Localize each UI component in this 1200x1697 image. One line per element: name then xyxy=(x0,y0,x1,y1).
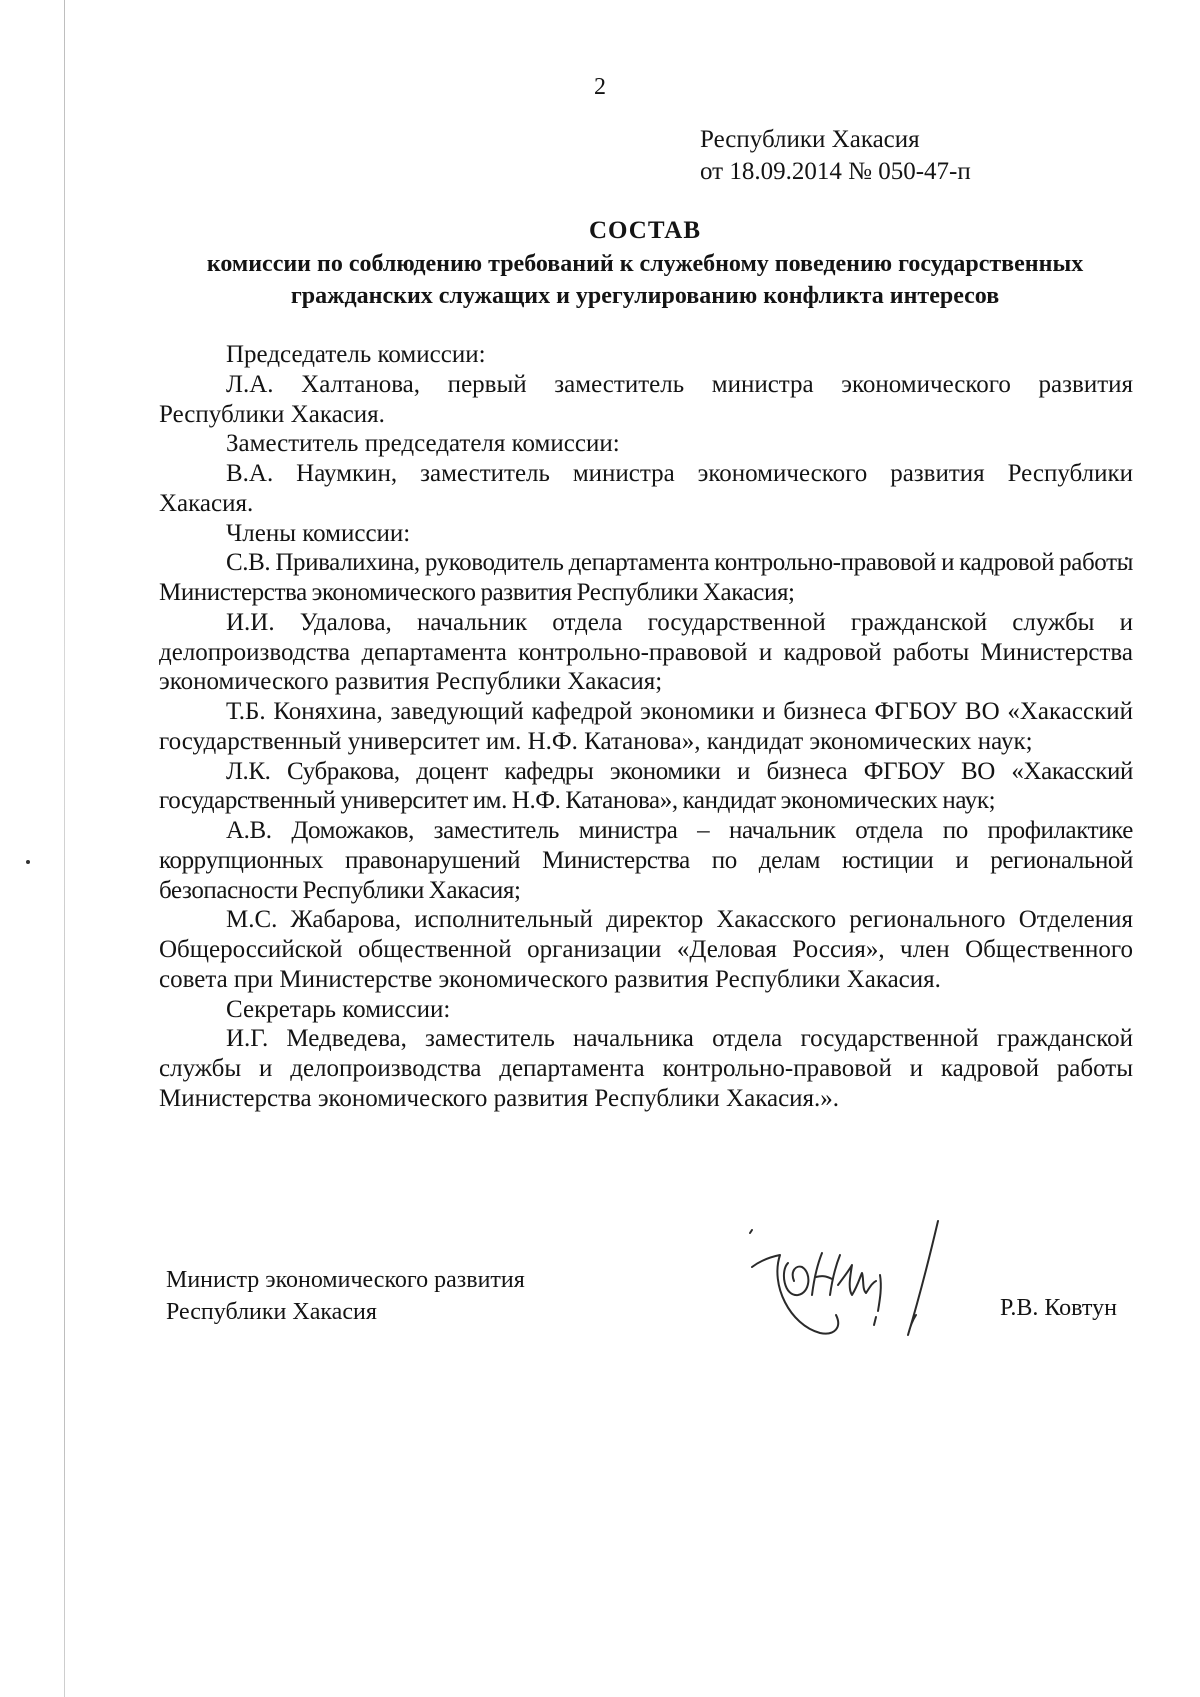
reference-date-number: от 18.09.2014 № 050-47-п xyxy=(700,158,971,185)
member-entry: И.И. Удалова, начальник отдела государственной гражданской службы и делопроизводства департамента контрольно-правовой и кадровой работы Министерства экономического развития Республики Хакасия; xyxy=(159,608,1133,696)
document-subtitle-line: комиссии по соблюдению требований к служебному поведению государственных xyxy=(206,251,1084,277)
document-reference xyxy=(700,124,971,188)
member-entry: Л.А. Халтанова, первый заместитель министра экономического развития Республики Хакасия. xyxy=(159,370,1133,428)
member-entry: А.В. Доможаков, заместитель министра – начальник отдела по профилактике коррупционных правонарушений Министерства по делам юстиции и региональной безопасности Республики Хакасия; xyxy=(159,817,1133,904)
page-number: 2 xyxy=(594,74,606,100)
scan-edge xyxy=(64,0,65,1697)
signatory-position-line: Республики Хакасия xyxy=(166,1299,377,1325)
member-entry: И.Г. Медведева, заместитель начальника отдела государственной гражданской службы и делопроизводства департамента контрольно-правовой и кадровой работы Министерства экономического развития Республики Хакасия.». xyxy=(159,1025,1133,1112)
document-subtitle-line: гражданских служащих и урегулированию конфликта интересов xyxy=(290,283,1000,309)
handwritten-signature xyxy=(740,1215,955,1355)
document-title: СОСТАВ xyxy=(588,217,702,244)
scan-speck xyxy=(26,860,30,864)
member-entry: В.А. Наумкин, заместитель министра экономического развития Республики Хакасия. xyxy=(159,460,1133,517)
role-heading-chairman: Председатель комиссии: xyxy=(226,341,486,368)
role-heading-deputy-chairman: Заместитель председателя комиссии: xyxy=(226,430,620,458)
member-entry: М.С. Жабарова, исполнительный директор Хакасского регионального Отделения Общероссийской общественной организации «Деловая Россия», член Общественного совета при Министерстве экономического развития Республики Хакасия. xyxy=(159,906,1133,993)
member-entry: Л.К. Субракова, доцент кафедры экономики и бизнеса ФГБОУ ВО «Хакасский государственный университет им. Н.Ф. Катанова», кандидат экономических наук; xyxy=(159,757,1133,815)
role-heading-members: Члены комиссии: xyxy=(226,519,411,547)
reference-line: Республики Хакасия xyxy=(700,126,920,153)
signatory-position xyxy=(166,1264,525,1328)
signatory-name: Р.В. Ковтун xyxy=(1000,1295,1117,1321)
commission-composition xyxy=(159,340,1133,1114)
signatory-position-line: Министр экономического развития xyxy=(166,1267,525,1293)
member-entry: С.В. Привалихина, руководитель департамента контрольно-правовой и кадровой работы Министерства экономического развития Республики Хакасия; xyxy=(159,549,1133,606)
document-title-block xyxy=(150,214,1140,312)
member-entry: Т.Б. Коняхина, заведующий кафедрой экономики и бизнеса ФГБОУ ВО «Хакасский государственный университет им. Н.Ф. Катанова», кандидат экономических наук; xyxy=(159,698,1133,755)
role-heading-secretary: Секретарь комиссии: xyxy=(226,995,451,1023)
